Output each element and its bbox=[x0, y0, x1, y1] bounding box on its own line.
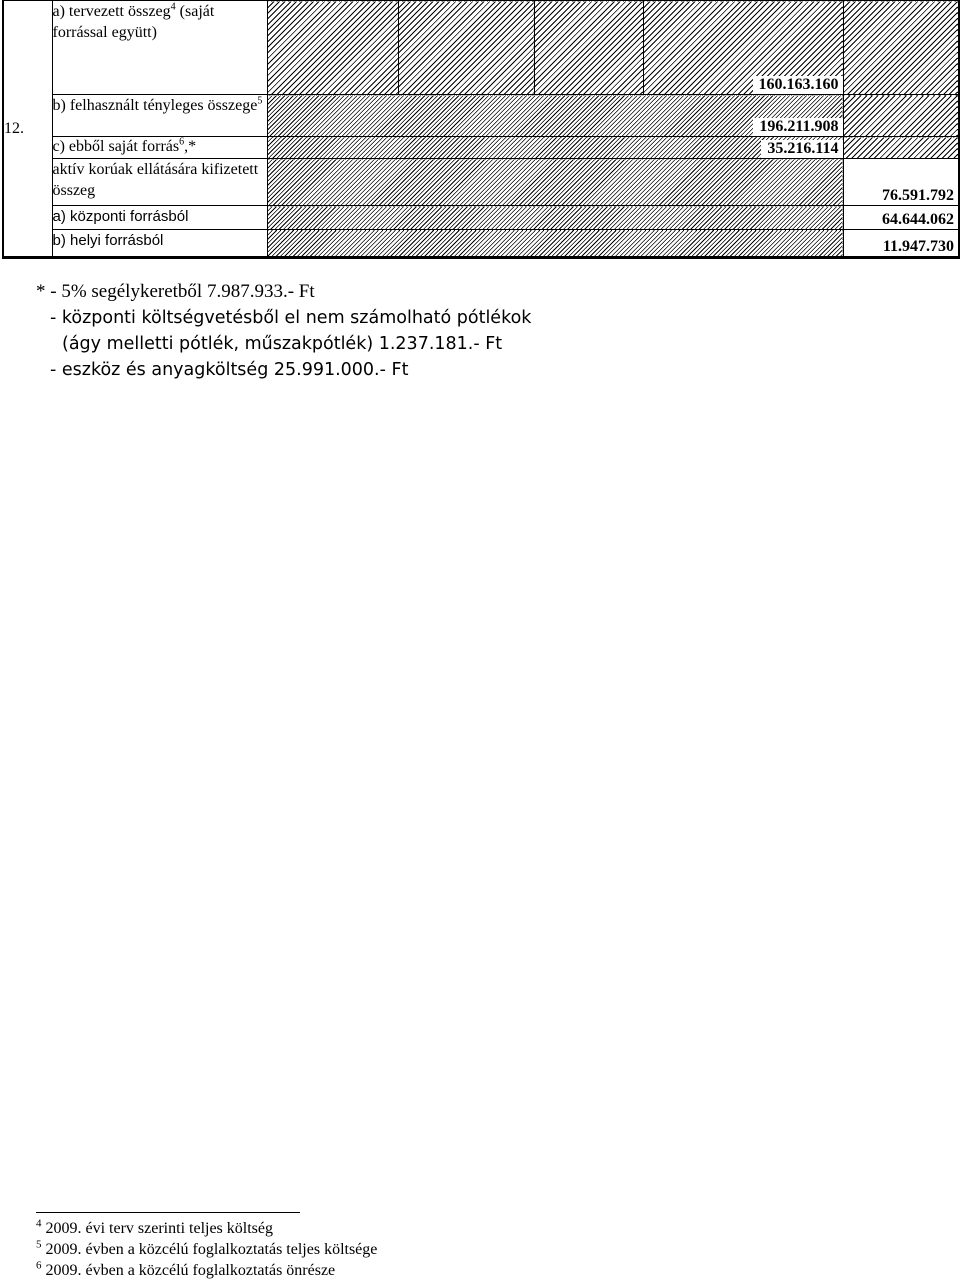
value-cell bbox=[843, 206, 959, 230]
row-label-rest: (saját forrással együtt) bbox=[52, 3, 215, 41]
row-label-rest: ,* bbox=[184, 138, 197, 155]
row-index-cell bbox=[3, 1, 52, 258]
hatched-cell bbox=[267, 159, 843, 206]
hatched-cell bbox=[267, 1, 398, 95]
note-line: - eszköz és anyagköltség 25.991.000.- Ft bbox=[50, 360, 409, 380]
hatched-cell bbox=[534, 1, 643, 95]
row-label: aktív korúak ellátására kifizetett összeg bbox=[52, 161, 259, 199]
footnote-ref: 5 bbox=[257, 95, 263, 107]
hatched-cell bbox=[398, 1, 534, 95]
row-label-cell bbox=[52, 206, 267, 230]
row-index: 12. bbox=[4, 119, 24, 137]
table-row bbox=[3, 159, 959, 206]
footnote bbox=[36, 1218, 377, 1239]
footnote-separator bbox=[36, 1212, 300, 1213]
hatched-cell bbox=[843, 95, 959, 137]
table-row bbox=[3, 206, 959, 230]
row-label: b) felhasznált tényleges összege bbox=[52, 97, 258, 114]
table-row bbox=[3, 1, 959, 95]
value-cell bbox=[843, 230, 959, 258]
hatched-cell bbox=[267, 230, 843, 258]
note-line: (ágy melletti pótlék, műszakpótlék) 1.237.181.- Ft bbox=[62, 334, 503, 354]
row-value: 11.947.730 bbox=[877, 238, 958, 256]
row-value: 196.211.908 bbox=[753, 118, 842, 136]
note-line: - központi költségvetésből el nem számolható pótlékok bbox=[50, 308, 532, 328]
value-cell bbox=[267, 137, 843, 159]
row-value: 35.216.114 bbox=[761, 140, 842, 158]
footnote-number: 6 bbox=[36, 1259, 42, 1272]
table-row bbox=[3, 137, 959, 159]
value-cell bbox=[843, 159, 959, 206]
footnote-ref: 6 bbox=[179, 136, 185, 148]
footnote-number: 4 bbox=[36, 1217, 42, 1230]
row-label-cell bbox=[52, 230, 267, 258]
row-label-cell bbox=[52, 95, 267, 137]
footnote-text: 2009. évben a közcélú foglalkoztatás teljes költsége bbox=[41, 1241, 378, 1258]
footnote-text: 2009. évi terv szerinti teljes költség bbox=[41, 1220, 273, 1237]
footnote-ref: 4 bbox=[170, 1, 176, 13]
notes-block bbox=[36, 279, 531, 383]
hatched-cell bbox=[843, 137, 959, 159]
footnote-text: 2009. évben a közcélú foglalkoztatás önrésze bbox=[41, 1262, 336, 1279]
row-label-cell bbox=[52, 159, 267, 206]
value-cell bbox=[643, 1, 843, 95]
footnote bbox=[36, 1260, 377, 1281]
footnote-number: 5 bbox=[36, 1238, 42, 1251]
row-label: c) ebből saját forrás bbox=[52, 138, 180, 155]
row-label: b) helyi forrásból bbox=[52, 232, 164, 249]
hatched-cell bbox=[267, 206, 843, 230]
note-line: * - 5% segélykeretből 7.987.933.- Ft bbox=[36, 281, 315, 302]
row-value: 160.163.160 bbox=[753, 76, 843, 94]
budget-table bbox=[2, 0, 960, 259]
value-cell bbox=[267, 95, 843, 137]
footnote bbox=[36, 1239, 377, 1260]
hatched-cell bbox=[843, 1, 959, 95]
row-value: 64.644.062 bbox=[876, 211, 958, 229]
row-label-cell bbox=[52, 1, 267, 95]
row-value: 76.591.792 bbox=[876, 187, 958, 205]
row-label: a) tervezett összeg bbox=[52, 3, 171, 20]
row-label-cell bbox=[52, 137, 267, 159]
table-row bbox=[3, 230, 959, 258]
footnotes bbox=[36, 1218, 377, 1281]
row-label: a) központi forrásból bbox=[52, 208, 189, 225]
table-row bbox=[3, 95, 959, 137]
